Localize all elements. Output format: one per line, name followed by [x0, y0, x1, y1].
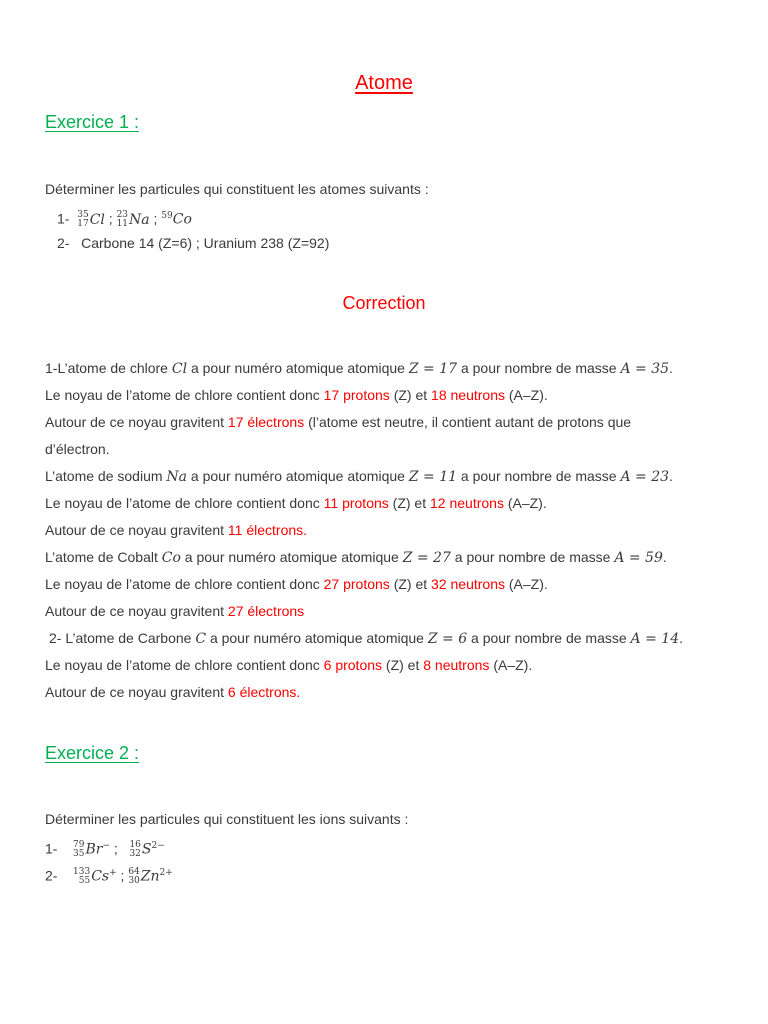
protons-count: 27 protons [323, 576, 390, 592]
text: a pour nombre de masse [454, 549, 611, 565]
separator: ; [108, 210, 113, 227]
atomic-number: 17 [77, 218, 89, 229]
atomic-number-equation: Z = 27 [402, 550, 451, 566]
item-number: 1- [45, 840, 58, 857]
text: Le noyau de l’atome de chlore contient donc [45, 387, 320, 403]
correction-line-11 [49, 628, 683, 649]
correction-line-10 [45, 601, 304, 621]
ion-zn [128, 863, 172, 887]
element-symbol: Br [85, 841, 103, 858]
mass-number: 59 [161, 211, 173, 221]
correction-line-13 [45, 682, 300, 702]
text: Le noyau de l’atome de chlore contient donc [45, 657, 320, 673]
protons-count: 17 protons [323, 387, 390, 403]
mass-number-equation: A = 14 [630, 631, 680, 647]
electrons-count: 17 électrons [227, 414, 305, 430]
text: a pour numéro atomique atomique [184, 549, 399, 565]
text: L’atome de sodium [45, 468, 163, 484]
atomic-number-equation: Z = 17 [408, 361, 458, 377]
element-symbol: Co [161, 550, 181, 566]
exercice-2-item-2 [45, 863, 173, 887]
text: (A–Z). [507, 495, 547, 511]
correction-line-3 [45, 412, 631, 432]
text: Le noyau de l’atome de chlore contient donc [45, 495, 320, 511]
separator: ; [153, 210, 158, 227]
mass-number-equation: A = 35 [620, 361, 670, 377]
ion-cs [73, 863, 117, 887]
text: (A–Z). [508, 576, 548, 592]
separator: ; [120, 867, 125, 884]
text: . [679, 630, 683, 646]
text: . [669, 360, 673, 376]
correction-line-5 [45, 466, 673, 487]
text: a pour nombre de masse [460, 468, 617, 484]
atomic-number: 30 [128, 875, 140, 886]
text: (Z) et [385, 657, 420, 673]
separator: ; [113, 840, 118, 857]
element-symbol: Cl [171, 361, 188, 377]
mass-number-equation: A = 59 [614, 550, 663, 566]
correction-line-1 [45, 358, 673, 379]
mass-number: 23 [116, 209, 129, 220]
ion-charge: − [102, 841, 110, 851]
element-symbol: Zn [140, 868, 160, 885]
correction-line-6 [45, 493, 547, 513]
protons-count: 6 protons [323, 657, 383, 673]
text: Autour de ce noyau gravitent [45, 603, 225, 619]
page-title: Atome [355, 72, 413, 94]
item-text: Carbone 14 (Z=6) ; Uranium 238 (Z=92) [81, 235, 330, 251]
text: (A–Z). [493, 657, 533, 673]
text: Le noyau de l’atome de chlore contient donc [45, 576, 320, 592]
text: (Z) et [393, 387, 428, 403]
isotope-na [117, 210, 150, 230]
correction-line-7 [45, 520, 307, 540]
item-number: 2- [57, 235, 70, 251]
text: a pour numéro atomique atomique [190, 360, 405, 376]
atomic-number-equation: Z = 6 [427, 631, 468, 647]
element-symbol: S [141, 841, 152, 858]
text: (A–Z). [508, 387, 548, 403]
correction-heading: Correction [342, 293, 426, 313]
ion-br [73, 836, 110, 860]
element-symbol: C [195, 631, 207, 647]
text: a pour numéro atomique atomique [209, 630, 424, 646]
text: (Z) et [392, 495, 427, 511]
electrons-count: 6 électrons. [227, 684, 301, 700]
ion-charge: + [109, 868, 117, 878]
text: 2- L’atome de Carbone [49, 630, 192, 646]
correction-line-2 [45, 385, 548, 405]
text: L’atome de Cobalt [45, 549, 158, 565]
mass-number: 35 [77, 209, 89, 220]
text: a pour numéro atomique atomique [190, 468, 405, 484]
mass-number: 64 [128, 866, 140, 877]
element-symbol: Na [166, 469, 188, 485]
exercice-2-prompt: Déterminer les particules qui constituent les ions suivants : [45, 811, 409, 827]
element-symbol: Na [129, 211, 150, 228]
correction-line-8 [45, 547, 667, 568]
electrons-count: 11 électrons. [227, 522, 308, 538]
exercice-2-heading: Exercice 2 : [45, 743, 140, 763]
element-symbol: Cs [91, 868, 110, 885]
exercice-1-item-2 [57, 233, 329, 253]
text: (Z) et [393, 576, 428, 592]
item-number: 1- [57, 210, 70, 227]
atomic-number-equation: Z = 11 [408, 469, 458, 485]
protons-count: 11 protons [323, 495, 389, 511]
text: Autour de ce noyau gravitent [45, 522, 225, 538]
text: . [669, 468, 673, 484]
ion-charge: 2− [151, 841, 165, 851]
neutrons-count: 8 neutrons [423, 657, 490, 673]
neutrons-count: 32 neutrons [431, 576, 505, 592]
atomic-number: 55 [78, 875, 91, 886]
ion-charge: 2+ [159, 868, 173, 878]
atomic-number: 11 [116, 218, 129, 229]
exercice-1-heading: Exercice 1 : [45, 112, 140, 132]
correction-line-12 [45, 655, 532, 675]
exercice-1-item-1 [57, 206, 192, 230]
text: a pour nombre de masse [471, 630, 627, 646]
text: . [662, 549, 667, 565]
mass-number: 79 [73, 839, 85, 850]
element-symbol: Co [172, 211, 192, 228]
correction-line-9 [45, 574, 548, 594]
mass-number-equation: A = 23 [620, 469, 670, 485]
electrons-count: 27 électrons [227, 603, 305, 619]
exercice-2-item-1 [45, 836, 165, 860]
text: Autour de ce noyau gravitent [45, 414, 225, 430]
neutrons-count: 18 neutrons [431, 387, 505, 403]
text: (l’atome est neutre, il contient autant de protons que [308, 414, 632, 430]
text: 1-L’atome de chlore [45, 360, 168, 376]
isotope-cl [77, 210, 105, 230]
neutrons-count: 12 neutrons [430, 495, 504, 511]
mass-number: 16 [129, 839, 141, 850]
mass-number: 133 [73, 866, 91, 877]
exercice-1-prompt: Déterminer les particules qui constituent les atomes suivants : [45, 181, 429, 197]
correction-line-4: d’électron. [45, 441, 110, 457]
text: Autour de ce noyau gravitent [45, 684, 225, 700]
atomic-number: 35 [73, 848, 85, 859]
ion-s [129, 836, 164, 860]
item-number: 2- [45, 867, 58, 884]
element-symbol: Cl [89, 211, 105, 228]
isotope-co [161, 206, 192, 230]
atomic-number: 32 [129, 848, 141, 859]
text: a pour nombre de masse [460, 360, 617, 376]
